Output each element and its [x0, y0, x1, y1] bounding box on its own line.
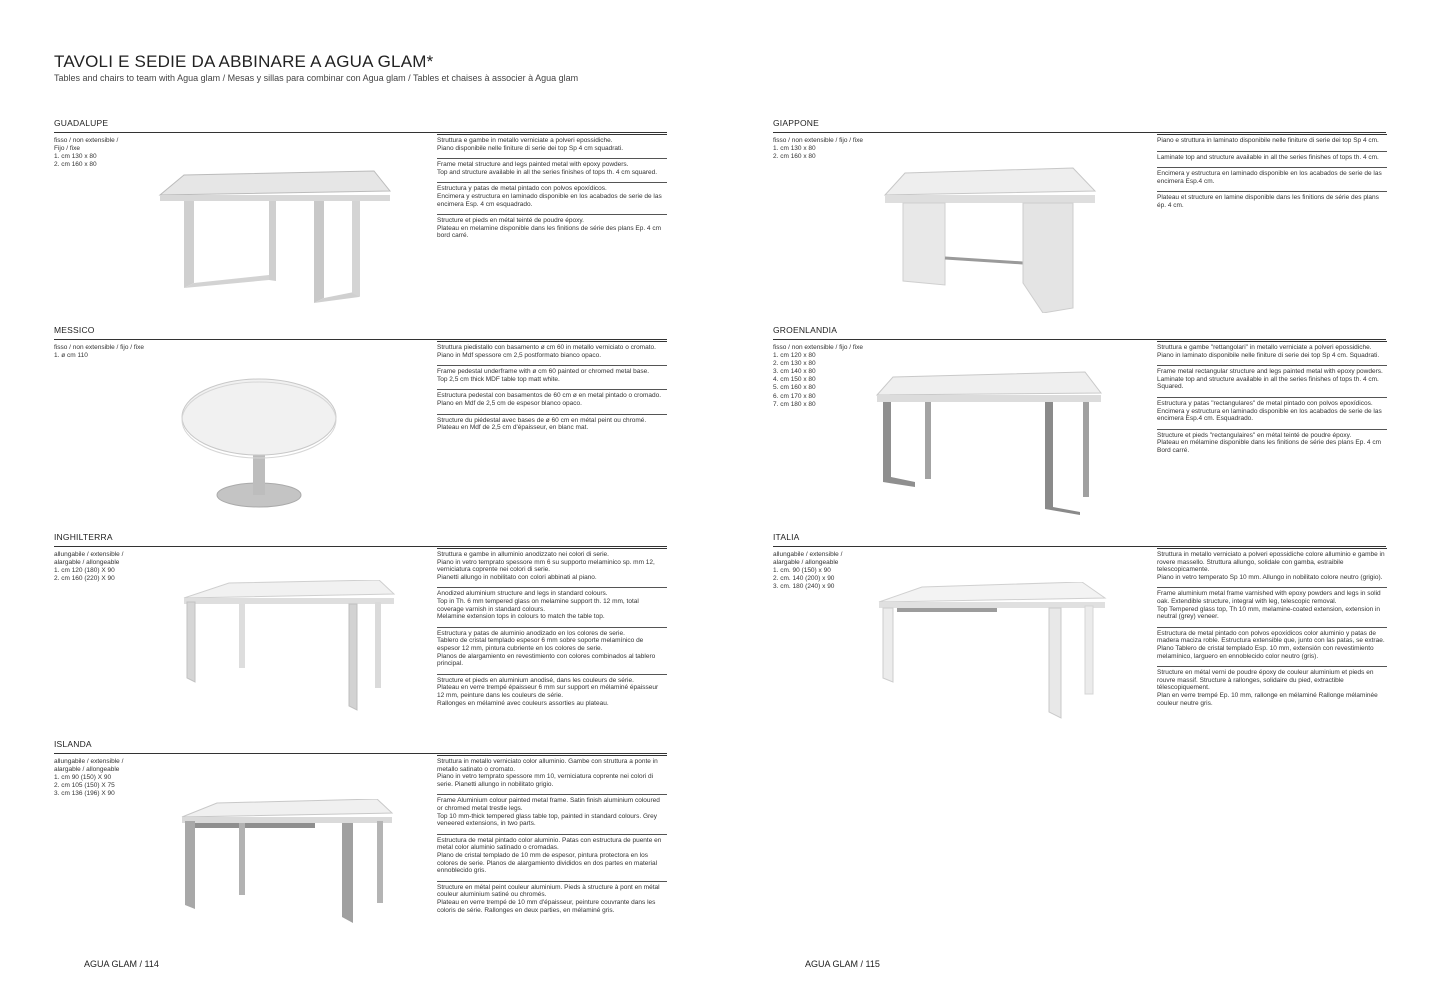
section-name: GROENLANDIA [773, 325, 838, 335]
product-image-italia [877, 582, 1107, 722]
section-description [1157, 341, 1387, 461]
section-name: GUADALUPE [54, 118, 109, 128]
desc-spanish: Estructura y patas de aluminio anodizado en los colores de serie. Tablero de cristal templado espesor 6 mm sobre soporte melamínico de espesor 12 mm, pintura cubriente en los colores de serie. Planos de alargamiento en revestimiento con colores combinados al tablero principal. [437, 627, 667, 668]
section-description [1157, 548, 1387, 713]
desc-english: Frame pedestal underframe with ø cm 60 painted or chromed metal base. Top 2,5 cm thick MDF table top matt white. [437, 365, 667, 383]
section-divider [54, 132, 667, 133]
section-specs: allungabile / extensible / alargable / allongeable 1. cm. 90 (150) x 90 2. cm. 140 (200) x 90 3. cm. 180 (240) x 90 [773, 551, 843, 591]
section-divider [773, 339, 1386, 340]
page-subtitle: Tables and chairs to team with Agua glam / Mesas y sillas para combinar con Agua glam / Tables et chaises à associer à Agua glam [54, 73, 579, 83]
product-image-groenlandia [875, 367, 1105, 515]
desc-english: Frame aluminium metal frame varnished with epoxy powders and legs in solid oak. Extendible structure, integral with leg, telescopic removal. Top Tempered glass top, Th 10 mm, melamine-coated extension, extension in neutral (grey) veneer. [1157, 587, 1387, 620]
section-name: GIAPPONE [773, 118, 820, 128]
section-messico [54, 325, 667, 515]
product-image-guadalupe [154, 163, 394, 313]
section-islanda [54, 739, 667, 949]
section-guadalupe [54, 118, 667, 308]
desc-french: Structure et pieds en métal teinté de poudre époxy. Plateau en melamine disponible dans les finitions de série des plans Ep. 4 cm bord carré. [437, 214, 667, 240]
footer-page-right: AGUA GLAM / 115 [805, 959, 880, 969]
section-divider [54, 753, 667, 754]
desc-english: Frame metal rectangular structure and legs painted metal with epoxy powders. Laminate top and structure available in all the series finishes of tops th. 4 cm. Squared. [1157, 365, 1387, 391]
section-description [437, 548, 667, 713]
section-specs: allungabile / extensible / alargable / allongeable 1. cm 120 (180) X 90 2. cm 160 (220) X 90 [54, 551, 124, 583]
section-name: ITALIA [773, 532, 800, 542]
section-divider [773, 546, 1386, 547]
section-description [1157, 134, 1387, 216]
section-description [437, 755, 667, 920]
section-specs: fisso / non extensible / fijo / fixe 1. cm 130 x 80 2. cm 160 x 80 [773, 137, 863, 161]
desc-spanish: Estructura de metal pintado color aluminio. Patas con estructura de puente en metal color aluminio satinado o cromadas. Plano de cristal templado de 10 mm de espesor, pintura protectora en los colores de serie. Planos de alargamiento divididos en dos partes en material ennoblecido gris. [437, 834, 667, 875]
desc-spanish: Estructura pedestal con basamentos de 60 cm ø en metal pintado o cromado. Plano en Mdf de 2,5 cm de espesor blanco opaco. [437, 389, 667, 407]
desc-italian: Struttura e gambe "rettangolari" in metallo verniciate a polveri epossidiche. Piano in laminato disponibile nelle finiture di serie dei top Sp 4 cm. Squadrati. [1157, 341, 1387, 359]
section-specs: fisso / non extensible / fijo / fixe 1. cm 120 x 80 2. cm 130 x 80 3. cm 140 x 80 4. cm 150 x 80 5. cm 160 x 80 6. cm 170 x 80 7. cm 180 x 80 [773, 344, 863, 408]
desc-english: Laminate top and structure available in all the series finishes of tops th. 4 cm. [1157, 151, 1387, 162]
desc-spanish: Estructura y patas de metal pintado con polvos epoxídicos. Encimera y estructura en laminado disponible en los acabados de serie de las encimera Esp. 4 cm esquadrado. [437, 182, 667, 208]
section-specs: fisso / non extensible / Fijo / fixe 1. cm 130 x 80 2. cm 160 x 80 [54, 137, 119, 169]
page-title: TAVOLI E SEDIE DA ABBINARE A AGUA GLAM* [54, 52, 434, 71]
section-name: ISLANDA [54, 739, 92, 749]
desc-english: Frame metal structure and legs painted metal with epoxy powders. Top and structure available in all the series finishes of tops th. 4 cm squared. [437, 158, 667, 176]
desc-english: Anodized aluminium structure and legs in standard colours. Top in Th. 6 mm tempered glass on melamine support th. 12 mm, total coverage varnish in standard colours. Melamine extension tops in colours to match the table top. [437, 587, 667, 620]
desc-italian: Struttura in metallo verniciato color alluminio. Gambe con struttura a ponte in metallo satinato o cromato. Piano in vetro temprato spessore mm 10, verniciatura coprente nei colori di serie. Pianetti allungo in nobilitato grigio. [437, 755, 667, 788]
section-inghilterra [54, 532, 667, 732]
desc-french: Structure et pieds en aluminium anodisé, dans les couleurs de série. Plateau en verre trempé épaisseur 6 mm sur support en mélaminé épaisseur 12 mm, peinture dans les couleurs de série. Rallonges en mélaminé avec couleurs assorties au plateau. [437, 674, 667, 707]
section-groenlandia [773, 325, 1386, 515]
section-divider [54, 339, 667, 340]
section-description [437, 134, 667, 246]
product-image-islanda [177, 799, 397, 924]
desc-spanish: Estructura y patas "rectangulares" de metal pintado con polvos epoxídicos. Encimera y estructura en laminado disponible en los acabados de serie de las encimera Esp.4 cm. Esquadrado. [1157, 397, 1387, 423]
section-specs: allungabile / extensible / alargable / allongeable 1. cm 90 (150) X 90 2. cm 105 (150) X 75 3. cm 136 (196) X 90 [54, 758, 124, 798]
section-name: MESSICO [54, 325, 95, 335]
desc-italian: Struttura in metallo verniciato a polveri epossidiche colore alluminio e gambe in rovere massello. Struttura allungo, solidale con gamba, estraibile telescopicamente. Piano in vetro temperato Sp 10 mm. Allungo in nobilitato colore neutro (grigio). [1157, 548, 1387, 581]
product-image-messico [179, 377, 339, 517]
desc-italian: Piano e struttura in laminato disponibile nelle finiture di serie dei top Sp 4 cm. [1157, 134, 1387, 145]
desc-french: Structure en métal peint couleur aluminium. Pieds à structure à pont en métal couleur aluminium satiné ou chromés. Plateau en verre trempé de 10 mm d'épaisseur, peinture couvrante dans les coloris de série. Rallonges en deux parties, en mélaminé gris. [437, 881, 667, 914]
desc-italian: Struttura e gambe in alluminio anodizzato nei colori di serie. Piano in vetro temprato spessore mm 6 su supporto melaminico sp. mm 12, verniciatura coprente nei colori di serie. Pianetti allungo in nobilitato con colori abbinati al piano. [437, 548, 667, 581]
section-divider [54, 546, 667, 547]
desc-french: Plateau et structure en lamine disponible dans les finitions de série des plans ép. 4 cm. [1157, 191, 1387, 209]
desc-english: Frame Aluminium colour painted metal frame. Satin finish aluminium coloured or chromed metal trestle legs. Top 10 mm-thick tempered glass table top, painted in standard colours. Grey veneered extensions, in two parts. [437, 794, 667, 827]
desc-french: Structure du piédestal avec bases de ø 60 cm en métal peint ou chromé. Plateau en Mdf de 2,5 cm d'épaisseur, en blanc mat. [437, 414, 667, 432]
product-image-giappone [883, 163, 1098, 313]
footer-page-left: AGUA GLAM / 114 [84, 959, 159, 969]
desc-french: Structure et pieds "rectangulaires" en métal teinté de poudre époxy. Plateau en mélamine disponible dans les finitions de série des plans Ep. 4 cm Bord carré. [1157, 429, 1387, 455]
desc-italian: Struttura e gambe in metallo verniciate a polveri epossidiche. Piano disponibile nelle finiture di serie dei top Sp 4 cm squadrati. [437, 134, 667, 152]
desc-italian: Struttura piedistallo con basamento ø cm 60 in metallo verniciato o cromato. Piano in Mdf spessore cm 2,5 postformato bianco opaco. [437, 341, 667, 359]
section-description [437, 341, 667, 438]
section-divider [773, 132, 1386, 133]
desc-spanish: Estructura de metal pintado con polvos epoxídicos color aluminio y patas de madera maciza roble. Estructura extensible que, junto con las patas, se extrae. Plano Tablero de cristal templado Esp. 10 mm, extensión con revestimiento melamínico, larguero en ennoblecido color neutro (gris). [1157, 627, 1387, 660]
desc-french: Structure en métal verni de poudre époxy de couleur aluminium et pieds en rouvre massif. Structure à rallonges, solidaire du pied, extractible télescopiquement. Plan en verre trempé Ep. 10 mm, rallonge en mélaminé Rallonge mélaminée couleur neutre gris. [1157, 666, 1387, 707]
section-name: INGHILTERRA [54, 532, 113, 542]
section-specs: fisso / non extensible / fijo / fixe 1. ø cm 110 [54, 344, 144, 360]
section-giappone [773, 118, 1386, 308]
section-italia [773, 532, 1386, 762]
desc-spanish: Encimera y estructura en laminado disponible en los acabados de serie de las encimera Esp.4 cm. [1157, 167, 1387, 185]
product-image-inghilterra [179, 580, 399, 715]
